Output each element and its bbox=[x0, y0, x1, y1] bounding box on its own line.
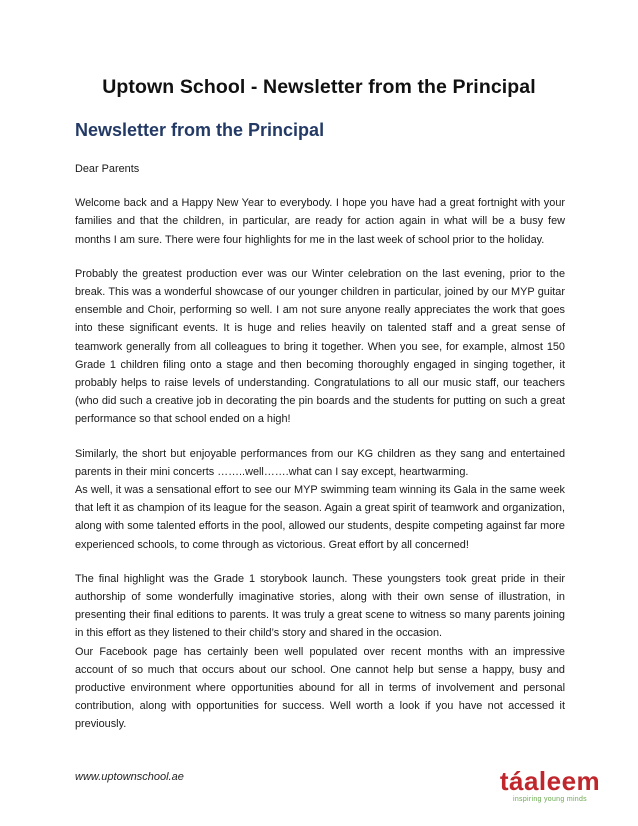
taaleem-logo bbox=[496, 768, 604, 803]
section-heading: Newsletter from the Principal bbox=[75, 120, 325, 140]
paragraph-swimming-gala: As well, it was a sensational effort to see our MYP swimming team winning its Gala in the same week that left it as champion of its league for the season. Again a great spirit of teamwork and organization, along with some talented efforts in the pool, allowed our students, despite competing against far more experienced schools, to come through as victorious. Great effort by all concerned! bbox=[75, 484, 565, 551]
footer-website-link[interactable]: www.uptownschool.ae bbox=[75, 771, 184, 783]
paragraph-storybook-launch: The final highlight was the Grade 1 storybook launch. These youngsters took great pride in their authorship of some wonderfully imaginative stories, along with their own sense of illustration, in presenting their final editions to parents. It was truly a great scene to witness so many parents joining in this effort as they listened to their child’s story and shared in the occasion. bbox=[75, 572, 565, 640]
logo-wordmark: táaleem bbox=[499, 766, 601, 796]
logo-tagline: inspiring young minds bbox=[512, 796, 587, 803]
paragraph-winter-celebration: Probably the greatest production ever was our Winter celebration on the last evening, prior to the break. This was a wonderful showcase of our younger children in particular, joined by our MYP guitar ensemble and Choir, performing so well. I am not sure anyone really appreciates the work that goes into these significant events. It is huge and relies heavily on talented staff and a great sense of teamwork generally from all colleagues to bring it together. When you see, for example, almost 150 Grade 1 children filing onto a stage and then becoming thoroughly engaged in singing together, it probably helps to raise levels of understanding. Congratulations to all our music staff, our teachers (who did such a creative job in decorating the pin boards and the students for putting on such a great performance so that school ended on a high! bbox=[75, 267, 565, 426]
salutation: Dear Parents bbox=[75, 163, 140, 175]
paragraph-kg-performances: Similarly, the short but enjoyable performances from our KG children as they sang and entertained parents in their mini concerts ……..well…….what can I say except, heartwarming. bbox=[75, 447, 565, 478]
letter-body bbox=[75, 160, 565, 750]
paragraph-welcome: Welcome back and a Happy New Year to everybody. I hope you have had a great fortnight with your families and that the children, in particular, are ready for action again in what will be a busy few months I am sure. There were four highlights for me in the last week of school prior to the holiday. bbox=[75, 197, 565, 246]
paragraph-facebook: Our Facebook page has certainly been well populated over recent months with an impressive account of so much that occurs about our school. One cannot help but sense a happy, busy and productive environment where opportunities abound for all in terms of involvement and personal contribution, along with opportunities for success. Well worth a look if you have not accessed it previously. bbox=[75, 645, 565, 731]
document-title: Uptown School - Newsletter from the Principal bbox=[102, 76, 536, 98]
